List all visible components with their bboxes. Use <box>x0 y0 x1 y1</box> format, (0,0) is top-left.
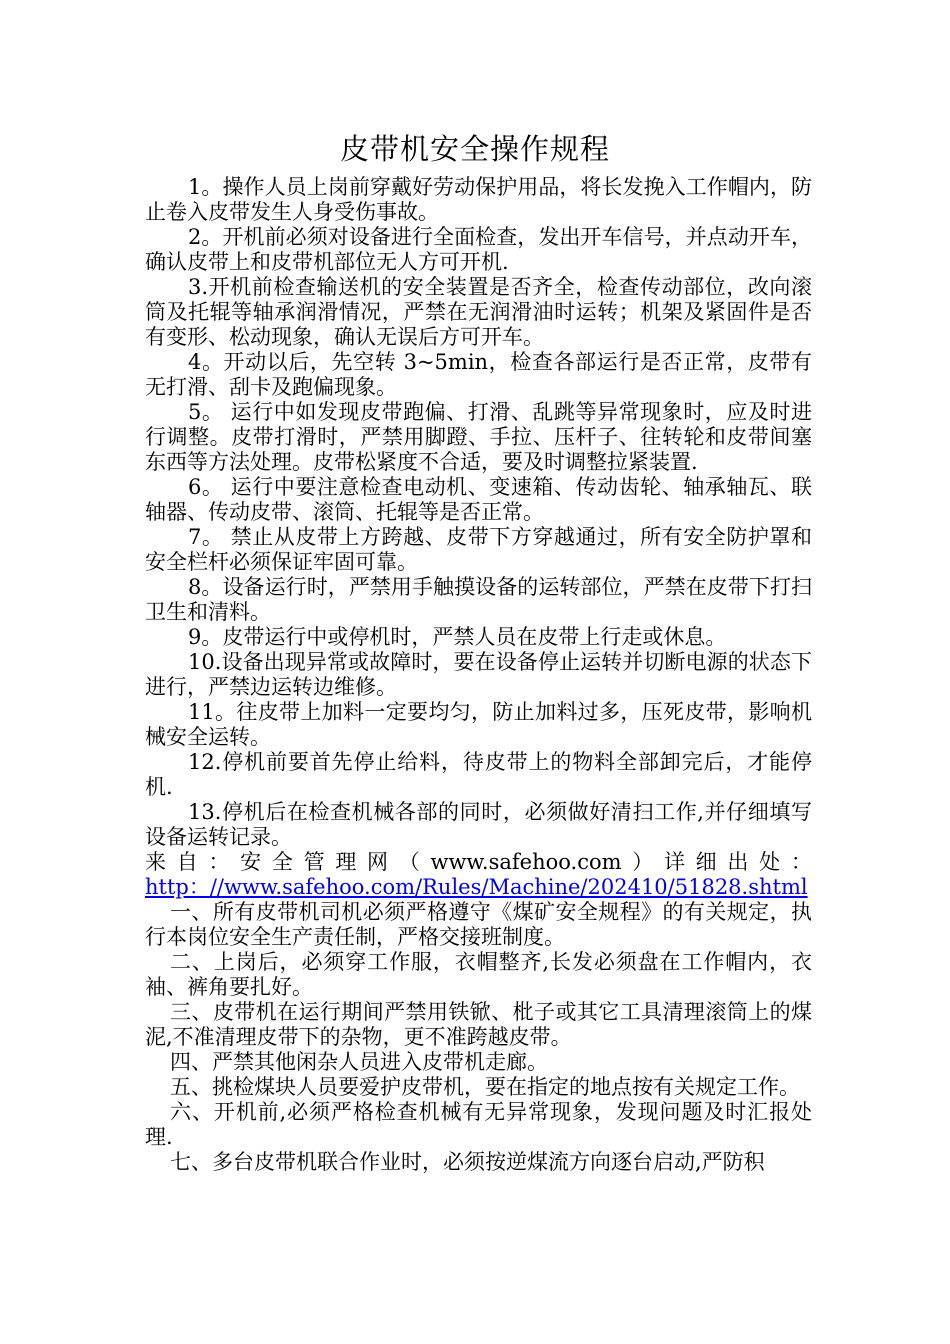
source-site: www.safehoo.com <box>430 850 622 874</box>
rule-paragraph: 1。操作人员上岗前穿戴好劳动保护用品，将长发挽入工作帽内，防止卷入皮带发生人身受伤事故。 <box>145 175 812 224</box>
rule-paragraph: 5。 运行中如发现皮带跑偏、打滑、乱跳等异常现象时，应及时进行调整。皮带打滑时，严禁用脚蹬、手拉、压杆子、往转轮和皮带间塞东西等方法处理。皮带松紧度不合适，要及时调整拉紧装置. <box>145 400 812 474</box>
rule-paragraph: 三、皮带机在运行期间严禁用铁锨、枇子或其它工具清理滚筒上的煤泥,不准清理皮带下的杂物，更不准跨越皮带。 <box>145 1000 812 1049</box>
source-char: （ <box>398 850 420 874</box>
rule-paragraph: 13.停机后在检查机械各部的同时，必须做好清扫工作,并仔细填写设备运转记录。 <box>145 800 812 849</box>
rule-paragraph: 3.开机前检查输送机的安全装置是否齐全，检查传动部位，改向滚筒及托辊等轴承润滑情况，严禁在无润滑油时运转；机架及紧固件是否有变形、松动现象，确认无误后方可开车。 <box>145 275 812 349</box>
rule-paragraph: 7。 禁止从皮带上方跨越、皮带下方穿越通过，所有安全防护罩和安全栏杆必须保证牢固可靠。 <box>145 525 812 574</box>
source-char: 网 <box>367 850 389 874</box>
source-char: 自 <box>176 850 198 874</box>
rule-paragraph: 六、开机前,必须严格检查机械有无异常现象，发现问题及时汇报处理. <box>145 1100 812 1149</box>
document-title: 皮带机安全操作规程 <box>339 132 610 166</box>
source-link[interactable]: http：//www.safehoo.com/Rules/Machine/202410/51828.shtml <box>145 875 808 899</box>
rule-paragraph: 6。 运行中要注意检查电动机、变速箱、传动齿轮、轴承轴瓦、联轴器、传动皮带、滚筒、托辊等是否正常。 <box>145 475 812 524</box>
rule-paragraph: 2。开机前必须对设备进行全面检查，发出开车信号，并点动开车，确认皮带上和皮带机部位无人方可开机. <box>145 225 812 274</box>
rule-paragraph: 二、上岗后，必须穿工作服，衣帽整齐,长发必须盘在工作帽内，衣袖、裤角要扎好。 <box>145 950 812 999</box>
rule-paragraph: 四、严禁其他闲杂人员进入皮带机走廊。 <box>170 1050 548 1074</box>
source-char: ） <box>632 850 654 874</box>
rule-paragraph: 七、多台皮带机联合作业时，必须按逆煤流方向逐台启动,严防积 <box>170 1150 765 1174</box>
source-char: 来 <box>145 850 166 874</box>
rule-paragraph: 4。开动以后，先空转 3~5min，检查各部运行是否正常，皮带有无打滑、刮卡及跑偏现象。 <box>145 350 812 399</box>
source-char: 细 <box>695 850 717 874</box>
source-char: 全 <box>271 850 293 874</box>
rule-paragraph: 五、挑检煤块人员要爱护皮带机，要在指定的地点按有关规定工作。 <box>170 1075 800 1099</box>
rule-paragraph: 8。设备运行时，严禁用手触摸设备的运转部位，严禁在皮带下打扫卫生和清料。 <box>145 575 812 624</box>
rule-paragraph: 12.停机前要首先停止给料，待皮带上的物料全部卸完后，才能停机. <box>145 750 812 799</box>
source-char: 管 <box>303 850 325 874</box>
source-line <box>145 850 812 875</box>
rule-paragraph: 11。往皮带上加料一定要均匀，防止加料过多，压死皮带，影响机械安全运转。 <box>145 700 812 749</box>
source-char: 安 <box>240 850 262 874</box>
rule-paragraph: 10.设备出现异常或故障时，要在设备停止运转并切断电源的状态下进行，严禁边运转边维修。 <box>145 650 812 699</box>
document-body <box>145 175 812 1175</box>
rule-paragraph: 9。皮带运行中或停机时，严禁人员在皮带上行走或休息。 <box>188 625 727 649</box>
source-char: ： <box>790 850 812 874</box>
source-char: 出 <box>727 850 749 874</box>
source-char: 处 <box>759 850 781 874</box>
source-char: 理 <box>335 850 357 874</box>
source-char: ： <box>208 850 230 874</box>
source-char: 详 <box>663 850 685 874</box>
rule-paragraph: 一、所有皮带机司机必须严格遵守《煤矿安全规程》的有关规定，执行本岗位安全生产责任制，严格交接班制度。 <box>145 900 812 949</box>
